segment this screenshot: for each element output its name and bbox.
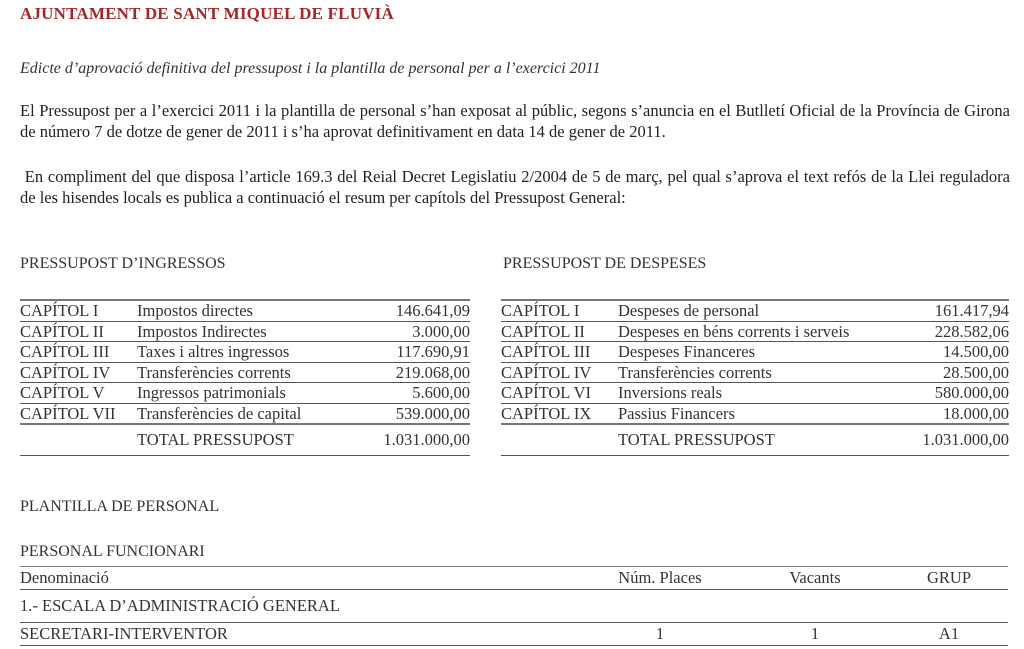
- amount-cell: 228.582,06: [888, 321, 1009, 342]
- chapter-cell: CAPÍTOL I: [20, 300, 137, 321]
- staff-table: [20, 566, 1008, 646]
- table-row: [501, 403, 1009, 424]
- amount-cell: 5.600,00: [367, 383, 470, 404]
- staff-name-cell: SECRETARI-INTERVENTOR: [20, 623, 580, 646]
- income-heading: PRESSUPOST D’INGRESSOS: [20, 255, 226, 272]
- concept-cell: Impostos directes: [137, 300, 367, 321]
- chapter-cell: CAPÍTOL III: [20, 342, 137, 363]
- concept-cell: Passius Financers: [618, 403, 888, 424]
- edict-subtitle: Edicte d’aprovació definitiva del pressupost i la plantilla de personal per a l’exercici 2011: [20, 60, 601, 77]
- empty-cell: [501, 424, 618, 456]
- total-amount: 1.031.000,00: [888, 424, 1009, 456]
- column-header-grup: GRUP: [890, 567, 1008, 590]
- staff-heading: PLANTILLA DE PERSONAL: [20, 498, 220, 515]
- concept-cell: Transferències corrents: [618, 362, 888, 383]
- total-amount: 1.031.000,00: [367, 424, 470, 456]
- document-title: AJUNTAMENT DE SANT MIQUEL DE FLUVIÀ: [20, 4, 394, 23]
- column-header-places: Núm. Places: [580, 567, 740, 590]
- amount-cell: 3.000,00: [367, 321, 470, 342]
- chapter-cell: CAPÍTOL I: [501, 300, 618, 321]
- chapter-cell: CAPÍTOL IV: [501, 362, 618, 383]
- places-cell: 1: [580, 623, 740, 646]
- chapter-cell: CAPÍTOL VI: [501, 383, 618, 404]
- table-row: [501, 300, 1009, 321]
- concept-cell: Despeses Financeres: [618, 342, 888, 363]
- table-row: [20, 623, 1008, 646]
- table-row: [20, 403, 470, 424]
- total-row: [20, 424, 470, 456]
- concept-cell: Transferències corrents: [137, 362, 367, 383]
- group-label: 1.- ESCALA D’ADMINISTRACIÓ GENERAL: [20, 590, 1008, 623]
- amount-cell: 161.417,94: [888, 300, 1009, 321]
- chapter-cell: CAPÍTOL VII: [20, 403, 137, 424]
- table-row: [20, 300, 470, 321]
- column-header-denominacio: Denominació: [20, 567, 580, 590]
- expenses-table: [501, 299, 1009, 456]
- empty-cell: [20, 424, 137, 456]
- table-row: [501, 383, 1009, 404]
- amount-cell: 18.000,00: [888, 403, 1009, 424]
- legal-paragraph: En compliment del que disposa l’article 169.3 del Reial Decret Legislatiu 2/2004 de 5 de març, pel qual s’aprova el text refós de la Llei reguladora de les hisendes locals es publica a continuació el resum per capítols del Pressupost General:: [20, 167, 1015, 207]
- concept-cell: Despeses de personal: [618, 300, 888, 321]
- concept-cell: Transferències de capital: [137, 403, 367, 424]
- chapter-cell: CAPÍTOL II: [20, 321, 137, 342]
- concept-cell: Taxes i altres ingressos: [137, 342, 367, 363]
- table-row: [20, 321, 470, 342]
- table-row: [20, 383, 470, 404]
- concept-cell: Despeses en béns corrents i serveis: [618, 321, 888, 342]
- table-row: [501, 362, 1009, 383]
- total-label: TOTAL PRESSUPOST: [618, 424, 888, 456]
- amount-cell: 539.000,00: [367, 403, 470, 424]
- intro-paragraph: El Pressupost per a l’exercici 2011 i la plantilla de personal s’han exposat al públic, segons s’anuncia en el Butlletí Oficial de la Província de Girona de número 7 de dotze de gener de 2011 i s’ha aprovat definitivament en data 14 de gener de 2011.: [20, 101, 1010, 141]
- grup-cell: A1: [890, 623, 1008, 646]
- table-row: [20, 362, 470, 383]
- staff-subheading: PERSONAL FUNCIONARI: [20, 543, 205, 560]
- column-header-vacants: Vacants: [740, 567, 890, 590]
- amount-cell: 219.068,00: [367, 362, 470, 383]
- concept-cell: Ingressos patrimonials: [137, 383, 367, 404]
- chapter-cell: CAPÍTOL III: [501, 342, 618, 363]
- chapter-cell: CAPÍTOL II: [501, 321, 618, 342]
- chapter-cell: CAPÍTOL IX: [501, 403, 618, 424]
- concept-cell: Inversions reals: [618, 383, 888, 404]
- amount-cell: 117.690,91: [367, 342, 470, 363]
- header-row: [20, 567, 1008, 590]
- concept-cell: Impostos Indirectes: [137, 321, 367, 342]
- group-row: [20, 590, 1008, 623]
- amount-cell: 580.000,00: [888, 383, 1009, 404]
- table-row: [501, 342, 1009, 363]
- income-table: [20, 299, 470, 456]
- chapter-cell: CAPÍTOL V: [20, 383, 137, 404]
- amount-cell: 146.641,09: [367, 300, 470, 321]
- chapter-cell: CAPÍTOL IV: [20, 362, 137, 383]
- vacants-cell: 1: [740, 623, 890, 646]
- amount-cell: 28.500,00: [888, 362, 1009, 383]
- total-row: [501, 424, 1009, 456]
- expenses-heading: PRESSUPOST DE DESPESES: [503, 255, 707, 272]
- amount-cell: 14.500,00: [888, 342, 1009, 363]
- table-row: [20, 342, 470, 363]
- table-row: [501, 321, 1009, 342]
- total-label: TOTAL PRESSUPOST: [137, 424, 367, 456]
